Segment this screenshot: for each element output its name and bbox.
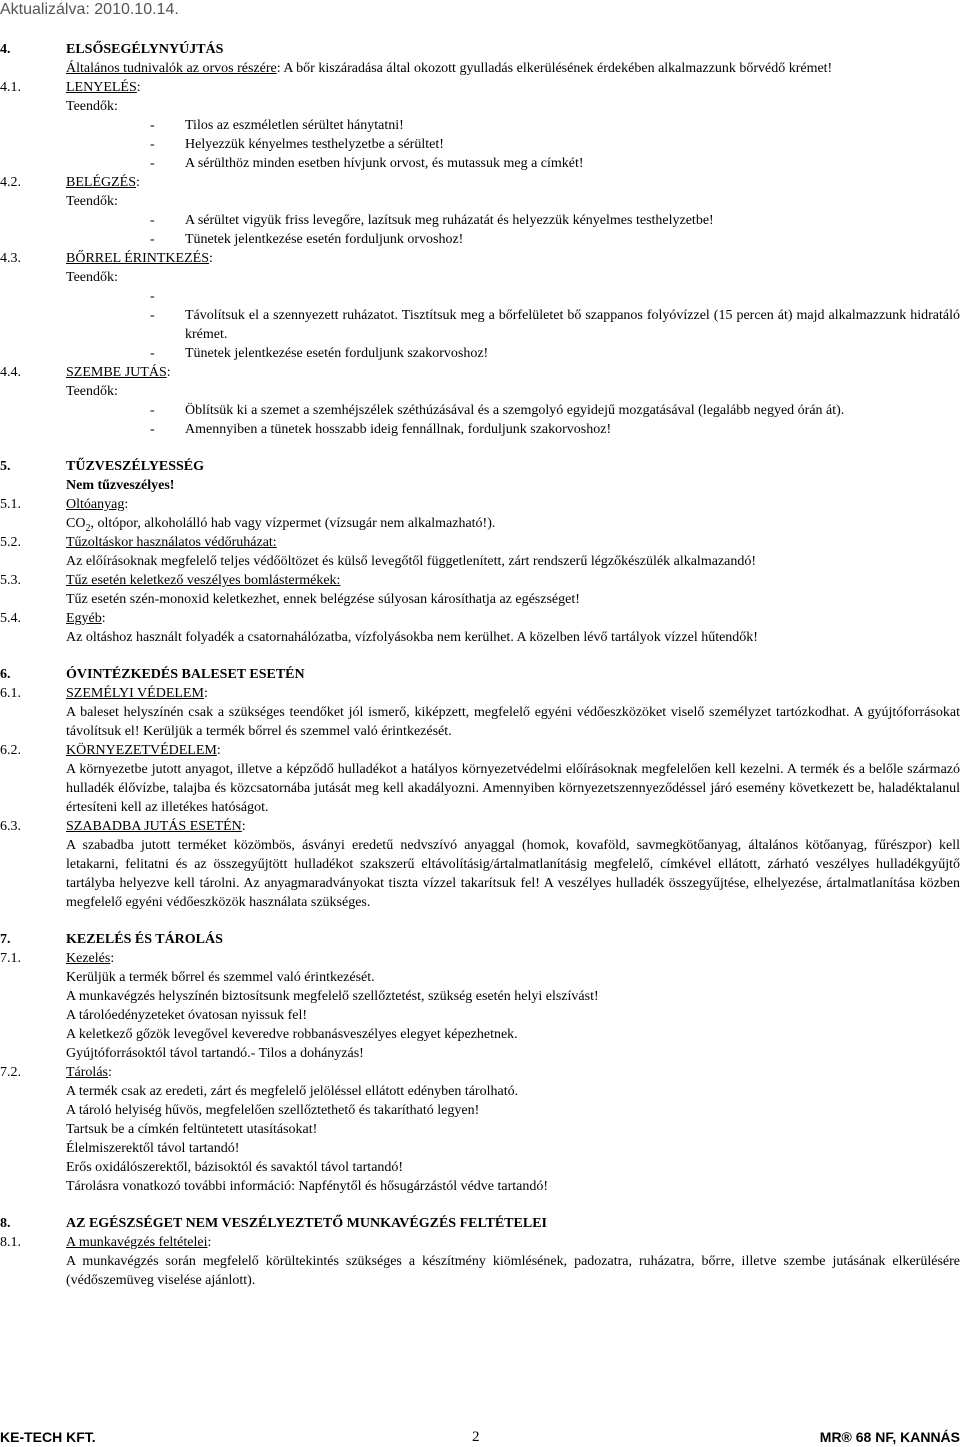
section-4-1-heading: 4.1. LENYELÉS: — [0, 80, 141, 95]
section-5-4-text: Az oltáshoz használt folyadék a csatornahálózatba, vízfolyásokba nem kerülhet. A közelben lévő tartályok vízzel hűtendők! — [66, 630, 758, 645]
section-5-1-heading: 5.1. Oltóanyag: — [0, 497, 129, 512]
text-line: Tárolásra vonatkozó további információ: Napfénytől és hősugárzástól védve tartandó! — [66, 1179, 549, 1194]
section-4-4-heading: 4.4. SZEMBE JUTÁS: — [0, 365, 171, 380]
tasks-label: Teendők: — [66, 384, 118, 399]
section-4-heading: 4. ELSŐSEGÉLYNYÚJTÁS — [0, 42, 224, 57]
document-body — [0, 40, 960, 1290]
list-item: - A sérültet vigyük friss levegőre, lazítsuk meg ruházatát és helyezzük kényelmes testhelyzetbe! — [150, 213, 714, 228]
section-7-1-heading: 7.1. Kezelés: — [0, 951, 115, 966]
text-line: A tároló helyiség hűvös, megfelelően szellőztethető és takarítható legyen! — [66, 1103, 480, 1118]
list-item: - Helyezzük kényelmes testhelyzetbe a sérültet! — [150, 137, 444, 152]
update-date: Aktualizálva: 2010.10.14. — [0, 1, 179, 18]
list-item: - A sérülthöz minden esetben hívjunk orvost, és mutassuk meg a címkét! — [150, 156, 584, 171]
section-6-3-text: A szabadba jutott terméket közömbös, ásványi eredetű nedvszívó anyaggal (homok, kovaföld, savmegkötőanyag, általános kötőanyag, fűrészpor) kell letakarni, felitatni és az összegyűjtött hulladékot szakszerű eltávolításig/ártalmatlanításig megfelelő, címkével ellátott, zárható veszélyes hulladékgyűjtő tartályba helyezve kell tárolni. Az anyagmaradványokat tiszta vízzel takarítsuk fel! A veszélyes hulladék összegyűjtése, elhelyezése, ártalmatlanítása közben megfelelő egyéni védőeszközök használata szükséges. — [66, 838, 960, 910]
section-4-general: Általános tudnivalók az orvos részére: A bőr kiszáradása által okozott gyulladás elkerülésének érdekében alkalmazzunk bőrvédő krémet! — [66, 61, 833, 76]
page-footer — [0, 1428, 960, 1447]
list-item: - Tünetek jelentkezése esetén forduljunk orvoshoz! — [150, 232, 464, 247]
section-5-2-heading: 5.2. Tűzoltáskor használatos védőruházat: — [0, 535, 277, 550]
section-6-1-text: A baleset helyszínén csak a szükséges teendőket jól ismerő, kiképzett, megfelelő egyéni védőeszközöket viselő személyzet tartózkodhat. A gyújtóforrásokat távolítsuk el! Kerüljük a termék bőrrel és szemmel való érintkezését. — [66, 705, 960, 739]
section-7-2-heading: 7.2. Tárolás: — [0, 1065, 112, 1080]
text-line: Erős oxidálószerektől, bázisoktól és savaktól távol tartandó! — [66, 1160, 404, 1175]
section-5-1-text: $CO_2$, oltópor, alkoholálló hab vagy vízpermet (vízsugár nem alkalmazható!). — [66, 516, 496, 534]
text-line: A tárolóedényzeteket óvatosan nyissuk fel! — [66, 1008, 308, 1023]
section-8-1-text: A munkavégzés során megfelelő körültekintés szükséges a készítmény kiömlésének, padozatra, ruházatra, bőrre, illetve szembe jutásának elkerülésére (védőszemüveg viselése ajánlott). — [66, 1254, 960, 1288]
section-5-note: Nem tűzveszélyes! — [66, 478, 175, 493]
text-line: A termék csak az eredeti, zárt és megfelelő jelöléssel ellátott edényben tárolható. — [66, 1084, 519, 1099]
section-8-heading: 8. AZ EGÉSZSÉGET NEM VESZÉLYEZTETŐ MUNKAVÉGZÉS FELTÉTELEI — [0, 1216, 547, 1231]
text-line: Gyújtóforrásoktól távol tartandó.- Tilos a dohányzás! — [66, 1046, 364, 1061]
section-5-3-text: Tűz esetén szén-monoxid keletkezhet, ennek belégzése súlyosan károsíthatja az egészséget! — [66, 592, 580, 607]
section-5-4-heading: 5.4. Egyéb: — [0, 611, 106, 626]
text-line: A keletkező gőzök levegővel keveredve robbanásveszélyes elegyet képezhetnek. — [66, 1027, 518, 1042]
section-5-heading: 5. TŰZVESZÉLYESSÉG — [0, 459, 204, 474]
section-6-heading: 6. ÓVINTÉZKEDÉS BALESET ESETÉN — [0, 667, 305, 682]
list-item: - Öblítsük ki a szemet a szemhéjszélek széthúzásával és a szemgolyó egyidejű mozgatásával (legalább negyed órán át). — [150, 403, 845, 418]
list-item: - Amennyiben a tünetek hosszabb ideig fennállnak, forduljunk szakorvoshoz! — [150, 422, 612, 437]
tasks-label: Teendők: — [66, 99, 118, 114]
list-item: - Tilos az eszméletlen sérültet hánytatni! — [150, 118, 404, 133]
text-line: Élelmiszerektől távol tartandó! — [66, 1141, 240, 1156]
section-5-3-heading: 5.3. Tűz esetén keletkező veszélyes bomlástermékek: — [0, 573, 341, 588]
section-6-2-heading: 6.2. KÖRNYEZETVÉDELEM: — [0, 743, 221, 758]
list-item: - Tünetek jelentkezése esetén forduljunk szakorvoshoz! — [150, 346, 489, 361]
tasks-label: Teendők: — [66, 270, 118, 285]
section-4-3-heading: 4.3. BŐRREL ÉRINTKEZÉS: — [0, 251, 213, 266]
text-line: Kerüljük a termék bőrrel és szemmel való érintkezését. — [66, 970, 375, 985]
section-5-2-text: Az előírásoknak megfelelő teljes védőöltözet és külső levegőtől függetlenített, zárt rendszerű légzőkészülék alkalmazandó! — [66, 554, 757, 569]
text-line: Tartsuk be a címkén feltüntetett utasításokat! — [66, 1122, 318, 1137]
company-name: KE-TECH KFT. — [0, 1429, 96, 1445]
section-7-heading: 7. KEZELÉS ÉS TÁROLÁS — [0, 932, 223, 947]
list-item: - — [150, 289, 155, 304]
section-6-2-text: A környezetbe jutott anyagot, illetve a képződő hulladékot a hatályos környezetvédelmi előírásoknak megfelelően kell kezelni. A termék és a belőle származó hulladék élővízbe, talajba és közcsatornába jutását meg kell akadályozni. Amennyiben környezetszennyeződéssel járó esemény következett be, haladéktalanul értesíteni kell az illetékes hatóságot. — [66, 762, 960, 815]
section-4-2-heading: 4.2. BELÉGZÉS: — [0, 175, 140, 190]
section-8-1-heading: 8.1. A munkavégzés feltételei: — [0, 1235, 212, 1250]
section-6-1-heading: 6.1. SZEMÉLYI VÉDELEM: — [0, 686, 208, 701]
page-number: 2 — [472, 1429, 480, 1445]
text-line: A munkavégzés helyszínén biztosítsunk megfelelő szellőztetést, szükség esetén helyi elszívást! — [66, 989, 599, 1004]
section-6-3-heading: 6.3. SZABADBA JUTÁS ESETÉN: — [0, 819, 246, 834]
list-item: - Távolítsuk el a szennyezett ruházatot. Tisztítsuk meg a bőrfelületet bő szappanos folyóvízzel (15 percen át) majd alkalmazzunk hidratáló krémet. — [150, 308, 960, 342]
tasks-label: Teendők: — [66, 194, 118, 209]
product-name: MR® 68 NF, KANNÁS — [819, 1429, 960, 1445]
